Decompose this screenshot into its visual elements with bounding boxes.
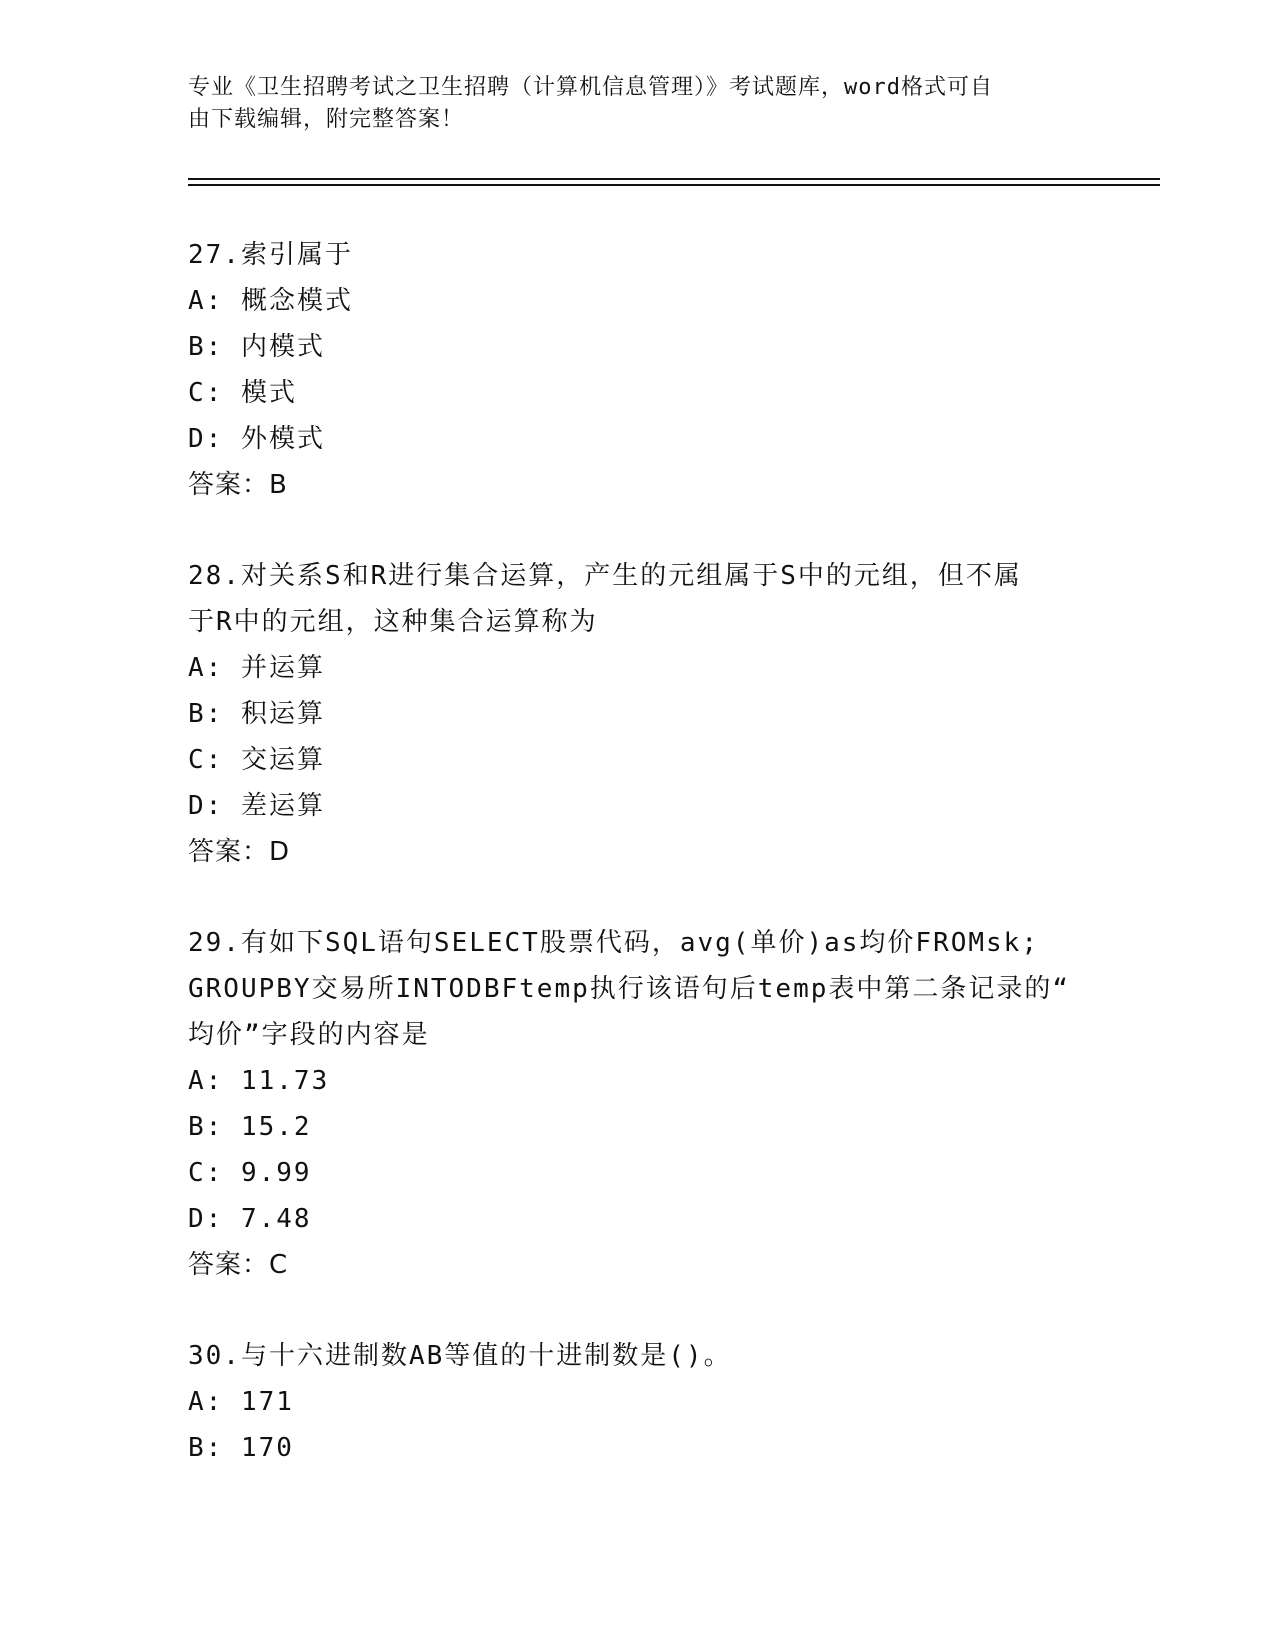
question-30 <box>188 1333 1088 1471</box>
option-b: B: 积运算 <box>188 699 325 729</box>
question-list <box>188 232 1088 1516</box>
question-stem-line: 于R中的元组，这种集合运算称为 <box>188 607 598 637</box>
option-d: D: 差运算 <box>188 791 325 821</box>
question-27 <box>188 232 1088 508</box>
option-c: C: 交运算 <box>188 745 325 775</box>
answer: 答案：C <box>188 1250 289 1280</box>
option-c: C: 9.99 <box>188 1158 312 1188</box>
option-b: B: 15.2 <box>188 1112 312 1142</box>
question-stem-line: 30.与十六进制数AB等值的十进制数是()。 <box>188 1341 732 1371</box>
header-divider-top <box>188 178 1160 180</box>
option-a: A: 171 <box>188 1387 294 1417</box>
document-header <box>188 72 1068 136</box>
header-divider-bottom <box>188 184 1160 186</box>
option-a: A: 11.73 <box>188 1066 330 1096</box>
question-29 <box>188 920 1088 1288</box>
option-d: D: 7.48 <box>188 1204 312 1234</box>
question-stem-line: 28.对关系S和R进行集合运算，产生的元组属于S中的元组，但不属 <box>188 561 1022 591</box>
option-c: C: 模式 <box>188 378 297 408</box>
question-stem-line: 29.有如下SQL语句SELECT股票代码，avg(单价)as均价FROMsk; <box>188 928 1039 958</box>
header-line-2: 由下载编辑，附完整答案！ <box>188 107 465 132</box>
option-a: A: 并运算 <box>188 653 325 683</box>
question-28 <box>188 553 1088 875</box>
question-stem-line: GROUPBY交易所INTODBFtemp执行该语句后temp表中第二条记录的“ <box>188 974 1071 1004</box>
option-b: B: 内模式 <box>188 332 325 362</box>
option-d: D: 外模式 <box>188 424 325 454</box>
question-stem-line: 均价”字段的内容是 <box>188 1020 430 1050</box>
option-a: A: 概念模式 <box>188 286 353 316</box>
header-line-1: 专业《卫生招聘考试之卫生招聘（计算机信息管理）》考试题库，word格式可自 <box>188 75 993 100</box>
option-b: B: 170 <box>188 1433 294 1463</box>
answer: 答案：D <box>188 837 291 867</box>
question-stem-line: 27.索引属于 <box>188 240 353 270</box>
answer: 答案：B <box>188 470 288 500</box>
